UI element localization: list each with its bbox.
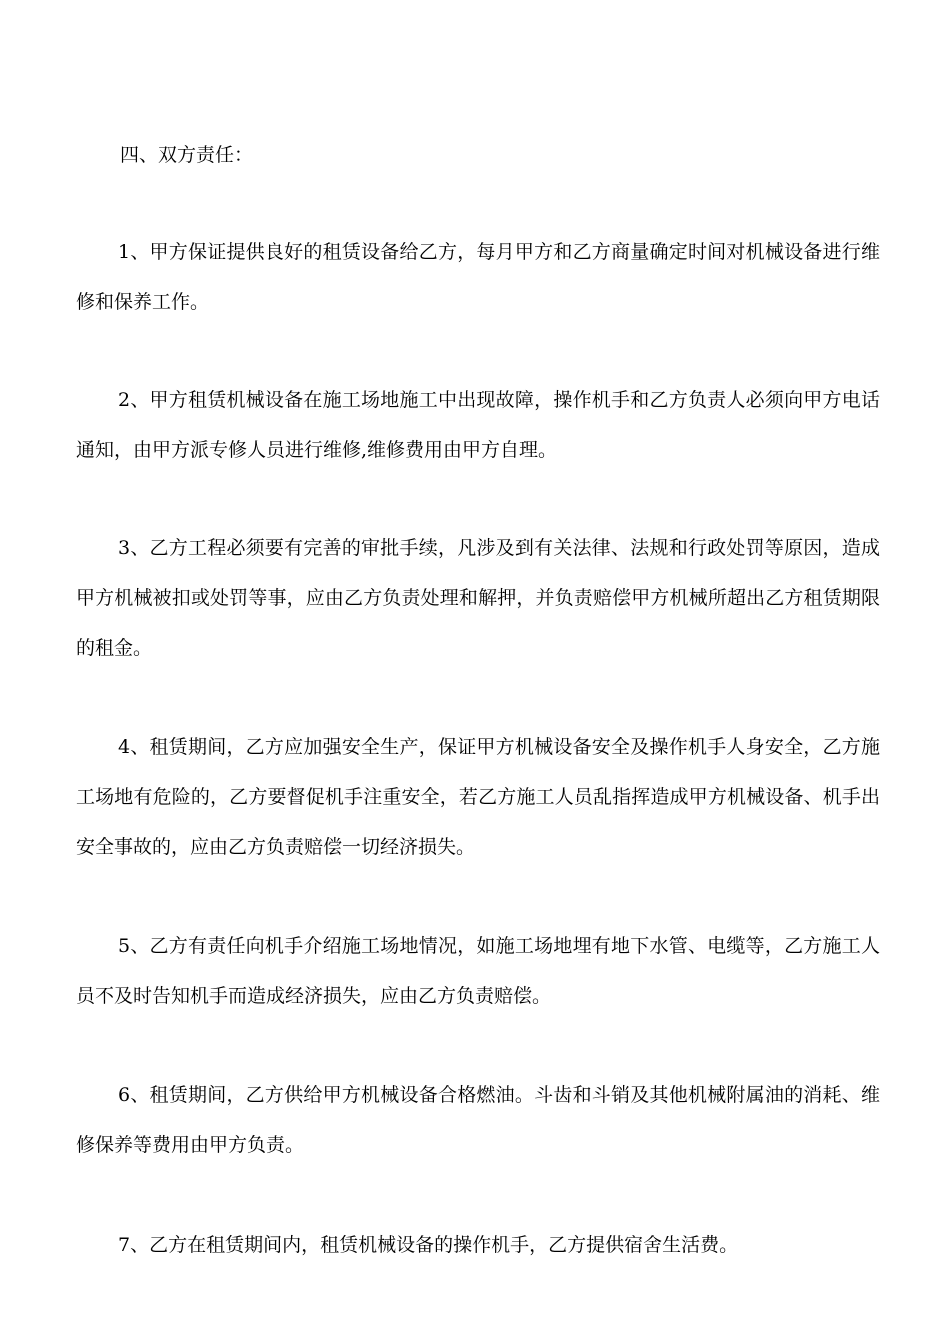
section-heading: 四、双方责任： [120, 144, 254, 166]
clause-2: 2、甲方租赁机械设备在施工场地施工中出现故障，操作机手和乙方负责人必须向甲方电话通知，由甲方派专修人员进行维修,维修费用由甲方自理。 [76, 389, 880, 461]
clause-3: 3、乙方工程必须要有完善的审批手续，凡涉及到有关法律、法规和行政处罚等原因，造成甲方机械被扣或处罚等事，应由乙方负责处理和解押，并负责赔偿甲方机械所超出乙方租赁期限的租金。 [76, 537, 880, 659]
clause-4: 4、租赁期间，乙方应加强安全生产，保证甲方机械设备安全及操作机手人身安全，乙方施工场地有危险的，乙方要督促机手注重安全，若乙方施工人员乱指挥造成甲方机械设备、机手出安全事故的，应由乙方负责赔偿一切经济损失。 [76, 736, 880, 858]
clause-7: 7、乙方在租赁期间内，租赁机械设备的操作机手，乙方提供宿舍生活费。 [118, 1234, 739, 1256]
clause-6: 6、租赁期间，乙方供给甲方机械设备合格燃油。斗齿和斗销及其他机械附属油的消耗、维修保养等费用由甲方负责。 [76, 1084, 880, 1156]
clause-5: 5、乙方有责任向机手介绍施工场地情况，如施工场地埋有地下水管、电缆等，乙方施工人员不及时告知机手而造成经济损失，应由乙方负责赔偿。 [76, 935, 880, 1007]
clause-1: 1、甲方保证提供良好的租赁设备给乙方，每月甲方和乙方商量确定时间对机械设备进行维修和保养工作。 [76, 241, 880, 313]
